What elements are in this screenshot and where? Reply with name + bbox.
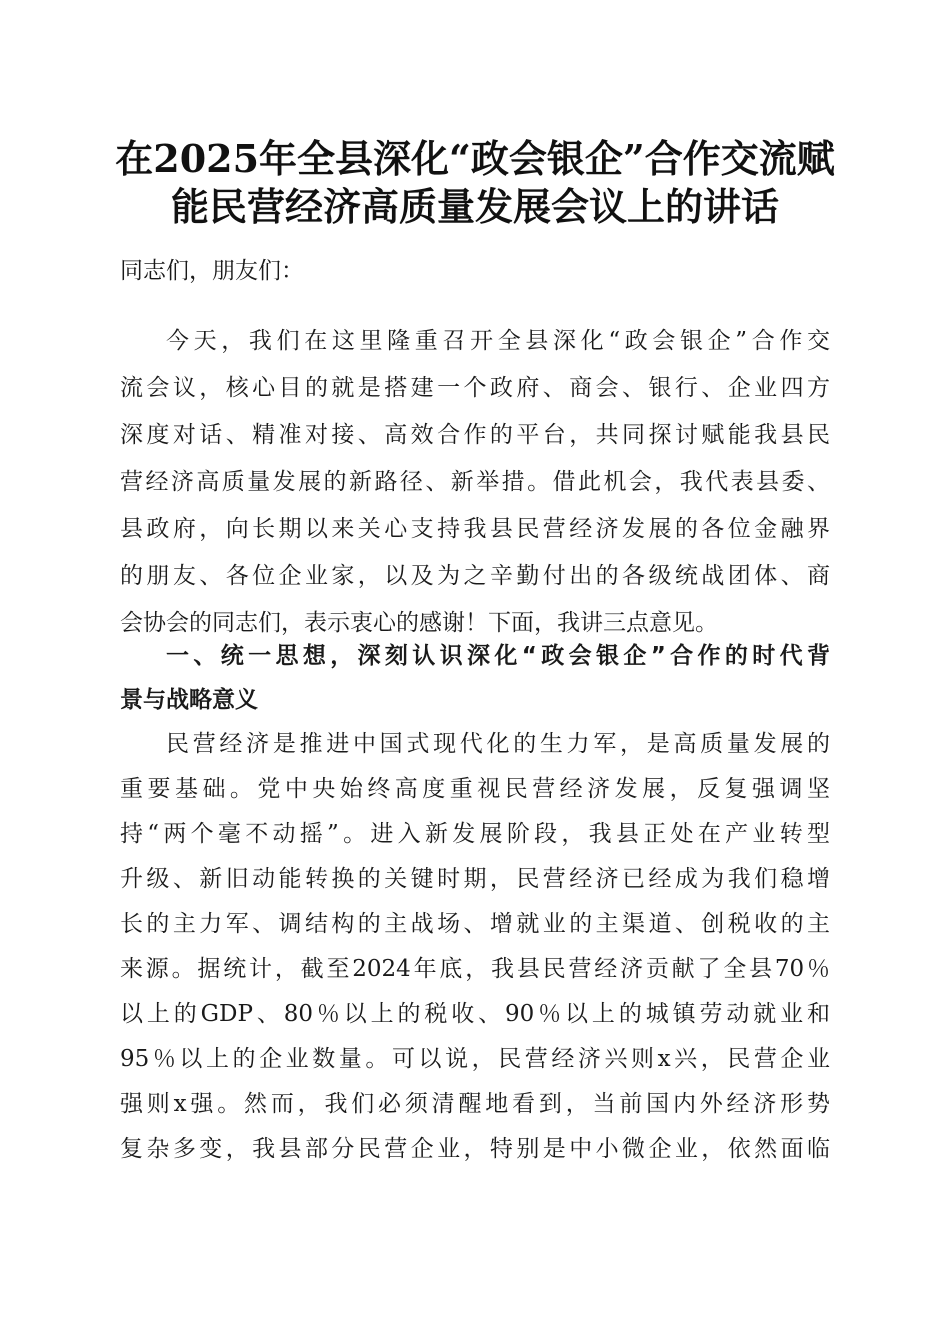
- paragraph-2-line: 95％以上的企业数量。可以说，民营经济兴则x兴，民营企业: [120, 1046, 830, 1072]
- paragraph-1-line: 深度对话、精准对接、高效合作的平台，共同探讨赋能我县民: [120, 422, 830, 448]
- paragraph-1-line: 流会议，核心目的就是搭建一个政府、商会、银行、企业四方: [120, 375, 830, 401]
- paragraph-2-line: 复杂多变，我县部分民营企业，特别是中小微企业，依然面临: [120, 1136, 830, 1162]
- paragraph-2-line: 升级、新旧动能转换的关键时期，民营经济已经成为我们稳增: [120, 866, 830, 892]
- paragraph-2-line: 强则x强。然而，我们必须清醒地看到，当前国内外经济形势: [120, 1091, 830, 1117]
- document-title-line-2: 能民营经济高质量发展会议上的讲话: [170, 184, 779, 229]
- paragraph-2-line: 来源。据统计，截至2024年底，我县民营经济贡献了全县70％: [120, 956, 830, 982]
- paragraph-1-line: 的朋友、各位企业家，以及为之辛勤付出的各级统战团体、商: [120, 563, 830, 589]
- paragraph-2-line: 重要基础。党中央始终高度重视民营经济发展，反复强调坚: [120, 776, 830, 802]
- paragraph-2-line: 民营经济是推进中国式现代化的生力军，是高质量发展的: [166, 731, 830, 757]
- paragraph-2-line: 以上的GDP、80％以上的税收、90％以上的城镇劳动就业和: [120, 1001, 830, 1027]
- paragraph-1-line: 营经济高质量发展的新路径、新举措。借此机会，我代表县委、: [120, 469, 830, 495]
- paragraph-2-line: 持“两个毫不动摇”。进入新发展阶段，我县正处在产业转型: [120, 821, 830, 847]
- section-heading-line: 景与战略意义: [120, 687, 258, 713]
- paragraph-2-line: 长的主力军、调结构的主战场、增就业的主渠道、创税收的主: [120, 911, 830, 937]
- paragraph-1-line: 今天，我们在这里隆重召开全县深化“政会银企”合作交: [166, 328, 830, 354]
- document-title-line-1: 在2025年全县深化“政会银企”合作交流赋: [115, 136, 835, 181]
- paragraph-1-line: 会协会的同志们，表示衷心的感谢！下面，我讲三点意见。: [120, 610, 718, 636]
- paragraph-1-line: 县政府，向长期以来关心支持我县民营经济发展的各位金融界: [120, 516, 830, 542]
- salutation: 同志们，朋友们：: [120, 258, 304, 284]
- section-heading-line: 一、统一思想，深刻认识深化“政会银企”合作的时代背: [166, 643, 830, 669]
